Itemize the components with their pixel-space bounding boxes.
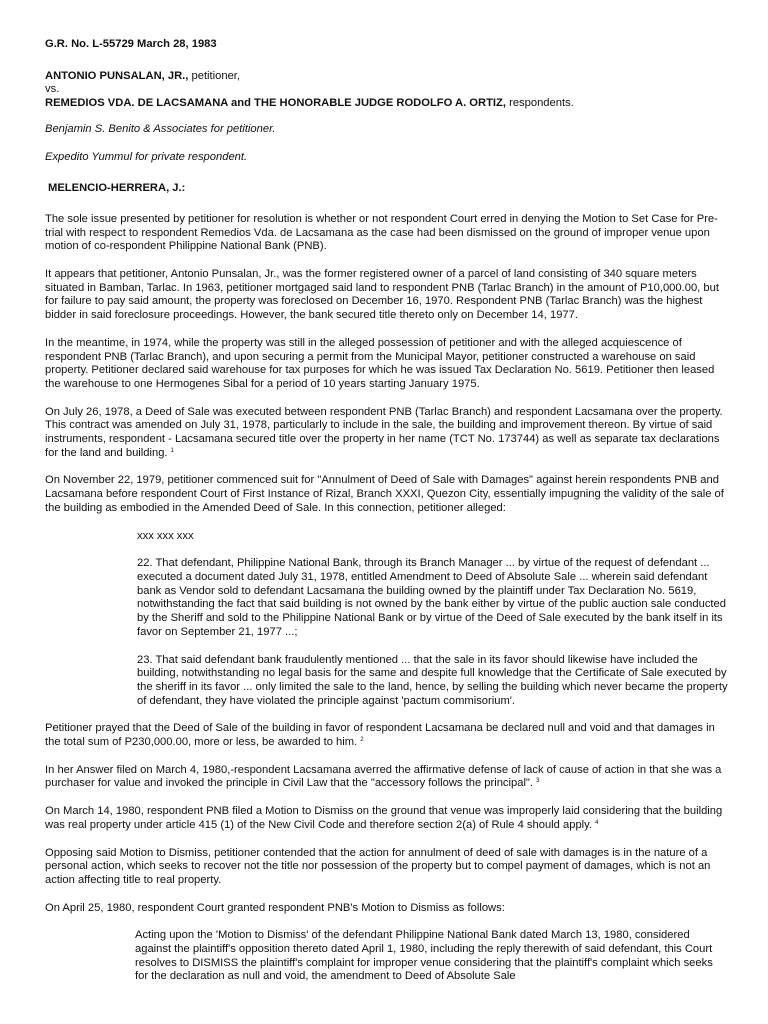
paragraph-10: On April 25, 1980, respondent Court granted respondent PNB's Motion to Dismiss as follows: bbox=[45, 901, 505, 914]
case-number: G.R. No. L-55729 March 28, 1983 bbox=[45, 38, 217, 50]
paragraph-1: The sole issue presented by petitioner for resolution is whether or not respondent Court erred in denying the Motion to Set Case for Pre-trial with respect to respondent Remedios Vda. de Lacsamana as the case had been dismissed on the ground of improper venue upon motion of co-respondent Philippine National Bank (PNB). bbox=[45, 212, 718, 253]
paragraph-8-text: On March 14, 1980, respondent PNB filed a Motion to Dismiss on the ground that venue was improperly laid considering that the building was real property under article 415 (1) of the New Civil Code and therefore section 2(a) of Rule 4 should apply. bbox=[45, 805, 723, 831]
paragraph-9: Opposing said Motion to Dismiss, petitioner contended that the action for annulment of deed of sale with damages is in the nature of a personal action, which seeks to recover not the title nor possession of the property but to compel payment of damages, which is not an action affecting title to real property. bbox=[45, 846, 711, 886]
paragraph-5: On November 22, 1979, petitioner commenced suit for "Annulment of Deed of Sale with Damages" against herein respondents PNB and Lacsamana before respondent Court of First Instance of Rizal, Branch XXXI, Quezon City, essentially impugning the validity of the sale of the building as embodied in the Amended Deed of Sale. In this connection, petitioner alleged: bbox=[45, 474, 724, 514]
respondents-names: REMEDIOS VDA. DE LACSAMANA and THE HONORABLE JUDGE RODOLFO A. ORTIZ, bbox=[45, 97, 506, 110]
case-parties bbox=[45, 70, 728, 111]
footnote-marker-3[interactable]: 3 bbox=[536, 778, 540, 785]
paragraph-4-text: On July 26, 1978, a Deed of Sale was executed between respondent PNB (Tarlac Branch) and respondent Lacsamana over the property. This contract was amended on July 31, 1978, particularly to include in the sale, the building and improvement thereon. By virtue of said instruments, respondent - Lacsamana secured title over the property in her name (TCT No. 173744) as well as separate tax declarations for the land and building. bbox=[45, 405, 723, 459]
quote-ellipsis: xxx xxx xxx bbox=[137, 529, 194, 542]
quote-allegation-23: 23. That said defendant bank fraudulently mentioned ... that the sale in its favor should likewise have included the building, notwithstanding no legal basis for the same and despite full knowledge that the Certificate of Sale executed by the sheriff in its favor ... only limited the sale to the land, hence, by selling the building which never became the property of defendant, they have violated the principle against 'pactum commisorium'. bbox=[137, 653, 728, 707]
petitioner-line bbox=[45, 70, 728, 84]
respondents-line bbox=[45, 97, 728, 111]
footnote-marker-4[interactable]: 4 bbox=[595, 819, 599, 826]
petitioner-name: ANTONIO PUNSALAN, JR., bbox=[45, 69, 189, 82]
paragraph-2: It appears that petitioner, Antonio Punsalan, Jr., was the former registered owner of a parcel of land consisting of 340 square meters situated in Bamban, Tarlac. In 1963, petitioner mortgaged said land to respondent PNB (Tarlac Branch) in the amount of P10,000.00, but for failure to pay said amount, the property was foreclosed on December 16, 1970. Respondent PNB (Tarlac Branch) was the highest bidder in said foreclosure proceedings. However, the bank secured title thereto only on December 14, 1977. bbox=[45, 268, 719, 322]
paragraph-3: In the meantime, in 1974, while the property was still in the alleged possession of petitioner and with the alleged acquiescence of respondent PNB (Tarlac Branch), and upon securing a permit from the Municipal Mayor, petitioner constructed a warehouse on said property. Petitioner declared said warehouse for tax purposes for which he was issued Tax Declaration No. 5619. Petitioner then leased the warehouse to one Hermogenes Sibal for a period of 10 years starting January 1975. bbox=[45, 336, 715, 390]
footnote-marker-1[interactable]: 1 bbox=[170, 447, 174, 454]
respondents-role: respondents. bbox=[505, 97, 574, 110]
paragraph-6-text: Petitioner prayed that the Deed of Sale of the building in favor of respondent Lacsamana be declared null and void and that damages in the total sum of P230,000.00, more or less, be awarded to him. bbox=[45, 722, 715, 749]
footnote-marker-2[interactable]: 2 bbox=[360, 737, 364, 744]
paragraph-7 bbox=[45, 764, 728, 791]
petitioner-counsel: Benjamin S. Benito & Associates for petitioner. bbox=[45, 122, 276, 135]
respondent-counsel: Expedito Yummul for private respondent. bbox=[45, 150, 248, 163]
petitioner-role: petitioner, bbox=[188, 69, 241, 82]
paragraph-7-text: In her Answer filed on March 4, 1980,-respondent Lacsamana averred the affirmative defense of lack of cause of action in that she was a purchaser for value and invoked the principle in Civil Law that the "accessory follows the principal". bbox=[45, 763, 722, 790]
paragraph-4 bbox=[45, 406, 728, 461]
paragraph-6 bbox=[45, 722, 728, 749]
quote-allegation-22: 22. That defendant, Philippine National Bank, through its Branch Manager ... by virtue of the request of defendant ... executed a document dated July 31, 1978, entitled Amendment to Deed of Absolute Sale ... wherein said defendant bank as Vendor sold to defendant Lacsamana the building owned by the plaintiff under Tax Declaration No. 5619, notwithstanding the fact that said building is not owned by the bank either by virtue of the public auction sale conducted by the Sheriff and sold to the Philippine National Bank or by virtue of the Deed of Sale executed by the bank itself in its favor on September 21, 1977 ...; bbox=[137, 557, 726, 638]
quote-court-order: Acting upon the 'Motion to Dismiss' of the defendant Philippine National Bank dated March 13, 1980, considered against the plaintiff's opposition thereto dated April 1, 1980, including the reply therewith of said defendant, this Court resolves to DISMISS the plaintiff's complaint for improper venue considering that the plaintiff's complaint which seeks for the declaration as null and void, the amendment to Deed of Absolute Sale bbox=[135, 929, 713, 983]
ponente: MELENCIO-HERRERA, J.: bbox=[48, 182, 186, 195]
paragraph-8 bbox=[45, 805, 728, 832]
versus-line: vs. bbox=[45, 83, 60, 96]
